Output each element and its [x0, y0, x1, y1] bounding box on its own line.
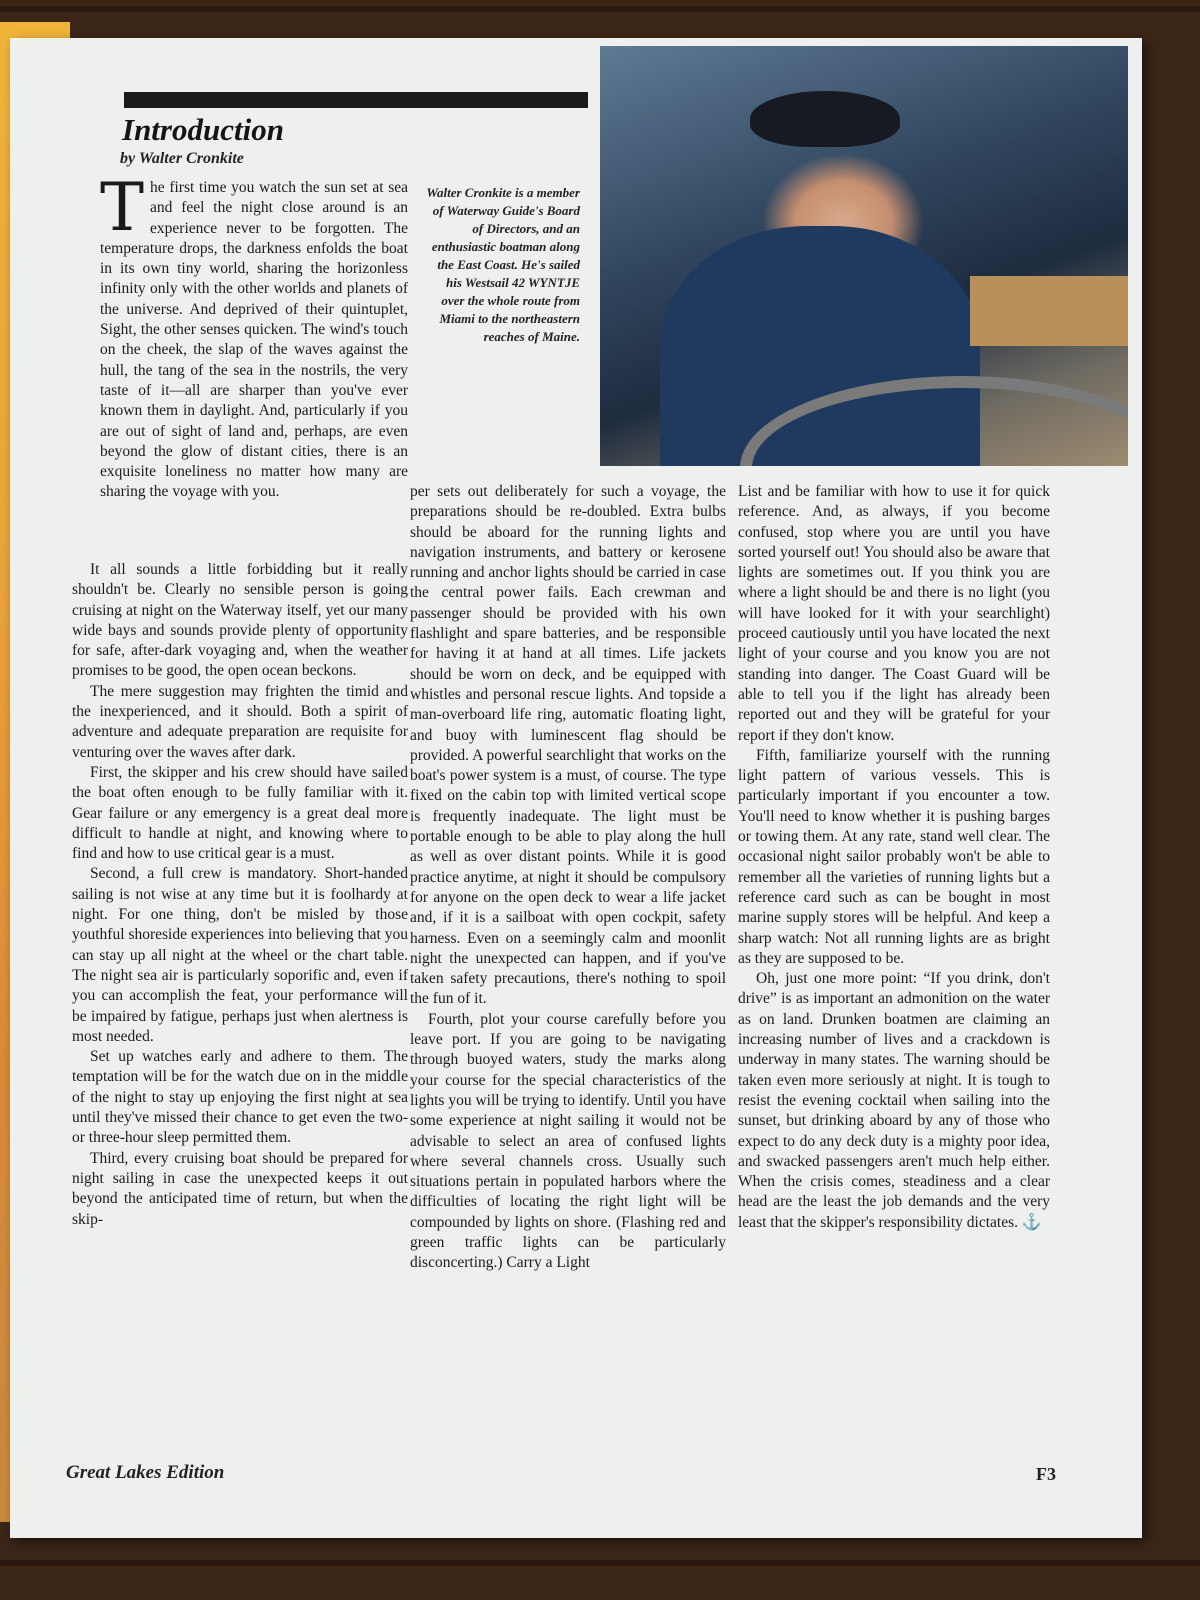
wood-grain [0, 1560, 1200, 1566]
paragraph: Second, a full crew is mandatory. Short-handed sailing is not wise at any time but it is foolhardy at night. For one thing, don't be misled by those youthful shoreside experiences into believing that you can stay up all night at the wheel or the chart table. The night sea air is particularly soporific and, even if you can accomplish the feat, your performance will be impaired by fatigue, perhaps just when alertness is most needed. [72, 865, 408, 1045]
drop-cap: T [100, 169, 145, 246]
edition-label: Great Lakes Edition [66, 1462, 225, 1483]
page-number: F3 [1036, 1464, 1056, 1484]
title-rule-bar [124, 92, 588, 108]
paragraph: The mere suggestion may frighten the timid and the inexperienced, and it should. Both a spirit of adventure and adequate preparation are requisite for venturing over the waves after dark. [72, 682, 408, 761]
paragraph: Third, every cruising boat should be prepared for night sailing in case the unexpected keeps it out beyond the anticipated time of return, but when the skip- [72, 1149, 408, 1228]
column-3 [738, 482, 1050, 1233]
photo-caption: Walter Cronkite is a member of Waterway Guide's Board of Directors, and an enthusiastic boatman along the East Coast. He's sailed his Westsail 42 WYNTJE over the whole route from Miami to the northeastern reaches of Maine. [426, 185, 580, 344]
photo-walter-cronkite [600, 46, 1128, 466]
paragraph: Set up watches early and adhere to them. The temptation will be for the watch due on in the middle of the night to stay up enjoying the first night at sea until they've missed their chance to get even the two- or three-hour sleep permitted them. [72, 1048, 408, 1147]
column-1-bottom [72, 560, 408, 1230]
paragraph [738, 969, 1050, 1233]
paragraph: First, the skipper and his crew should have sailed the boat often enough to be fully familiar with it. Gear failure or any emergency is a great deal more difficult to handle at night, and knowing where to find and how to use critical gear is a must. [72, 763, 408, 863]
wood-grain [0, 6, 1200, 12]
photo-box [970, 276, 1128, 346]
paragraph: per sets out deliberately for such a voyage, the preparations should be re-doubled. Extra bulbs should be aboard for the running lights and navigation instruments, and battery or kerosene running and anchor lights should be carried in case the central power fails. Each crewman and passenger should be provided with his own flashlight and spare batteries, and be responsible for having it at hand at all times. Life jackets should be worn on deck, and be equipped with whistles and personal rescue lights. And topside a man-overboard life ring, automatic floating light, and buoy with luminescent flag should be provided. A powerful searchlight that works on the boat's power system is a must, of course. The type fixed on the cabin top with limited vertical scope is frequently inadequate. The light must be portable enough to be able to play along the hull as well as over distant points. While it is good practice anytime, at night it should be compulsory for anyone on the open deck to wear a life jacket and, if it is a sailboat with open cockpit, safety harness. Even on a seemingly calm and moonlit night the unexpected can happen, and if you've taken safety precautions, there's nothing to spoil the fun of it. [410, 483, 726, 1008]
photo-captain-cap [750, 91, 900, 147]
paragraph-intro-text: he first time you watch the sun set at sea and feel the night close around is an experience never to be forgotten. The temperature drops, the darkness enfolds the boat in its own tiny world, sharing the horizonless infinity only with the other worlds and planets of the universe. And deprived of their quintuplet, Sight, the other senses quicken. The wind's touch on the cheek, the slap of the waves against the hull, the tang of the sea in the nostrils, the very taste of it—all are sharper than you've ever known them in daylight. And, particularly if you are out of sight of land and, perhaps, are even beyond the glow of distant cities, there is an exquisite loneliness no matter how many are sharing the voyage with you. [100, 179, 408, 501]
paragraph-text: Oh, just one more point: “If you drink, don't drive” is as important an admonition on the water as on land. Drunken boatmen are claiming an increasing number of lives and a crackdown is underway in many states. The warning should be taken even more seriously at night. It is tough to resist the evening cocktail when sailing into the sunset, but drinking aboard by any of those who expect to do any deck duty is a mighty poor idea, and swacked passengers aren't much help either. When the crisis comes, steadiness and a clear head are the least the job demands and the very least that the skipper's responsibility dictates. [738, 970, 1050, 1231]
anchor-icon: ⚓ [1021, 1213, 1042, 1231]
paragraph: Fifth, familiarize yourself with the running light pattern of various vessels. This is particularly important if you encounter a tow. You'll need to know whether it is pushing barges or towing them. At any rate, stand well clear. The occasional night sailor probably won't be able to remember all the varieties of running lights but a reference card such as can be bought in most marine supply stores will be helpful. And keep a sharp watch: Not all running lights are as bright as they are supposed to be. [738, 746, 1050, 967]
paragraph: Fourth, plot your course carefully before you leave port. If you are going to be navigating through buoyed waters, study the marks along your course for the special characteristics of the lights you will be trying to identify. Until you have some experience at night sailing it would not be advisable to select an area of confused lights where several channels cross. Usually such situations pertain in populated harbors where the difficulties of locating the right light will be compounded by lights on shore. (Flashing red and green traffic lights can be particularly disconcerting.) Carry a Light [410, 1010, 726, 1272]
paragraph: It all sounds a little forbidding but it really shouldn't be. Clearly no sensible person is going cruising at night on the Waterway itself, yet our many wide bays and sounds provide plenty of opportunity for safe, after-dark voyaging and, when the weather promises to be good, the open ocean beckons. [72, 561, 408, 680]
article-byline: by Walter Cronkite [120, 150, 244, 167]
column-2 [410, 482, 726, 1274]
paragraph: List and be familiar with how to use it for quick reference. And, as always, if you become confused, stop where you are until you have sorted yourself out! You should also be aware that lights are sometimes out. If you think you are where a light should be and there is no light (you will have looked for it with your searchlight) proceed cautiously until you have located the next light of your course and you know you are not standing into danger. The Coast Guard will be able to tell you if the light has already been reported out and they will be grateful for your report if they don't know. [738, 483, 1050, 744]
paragraph-intro [100, 169, 408, 503]
magazine-page [10, 38, 1142, 1538]
article-title: Introduction [122, 112, 284, 147]
column-1-top [100, 169, 408, 503]
